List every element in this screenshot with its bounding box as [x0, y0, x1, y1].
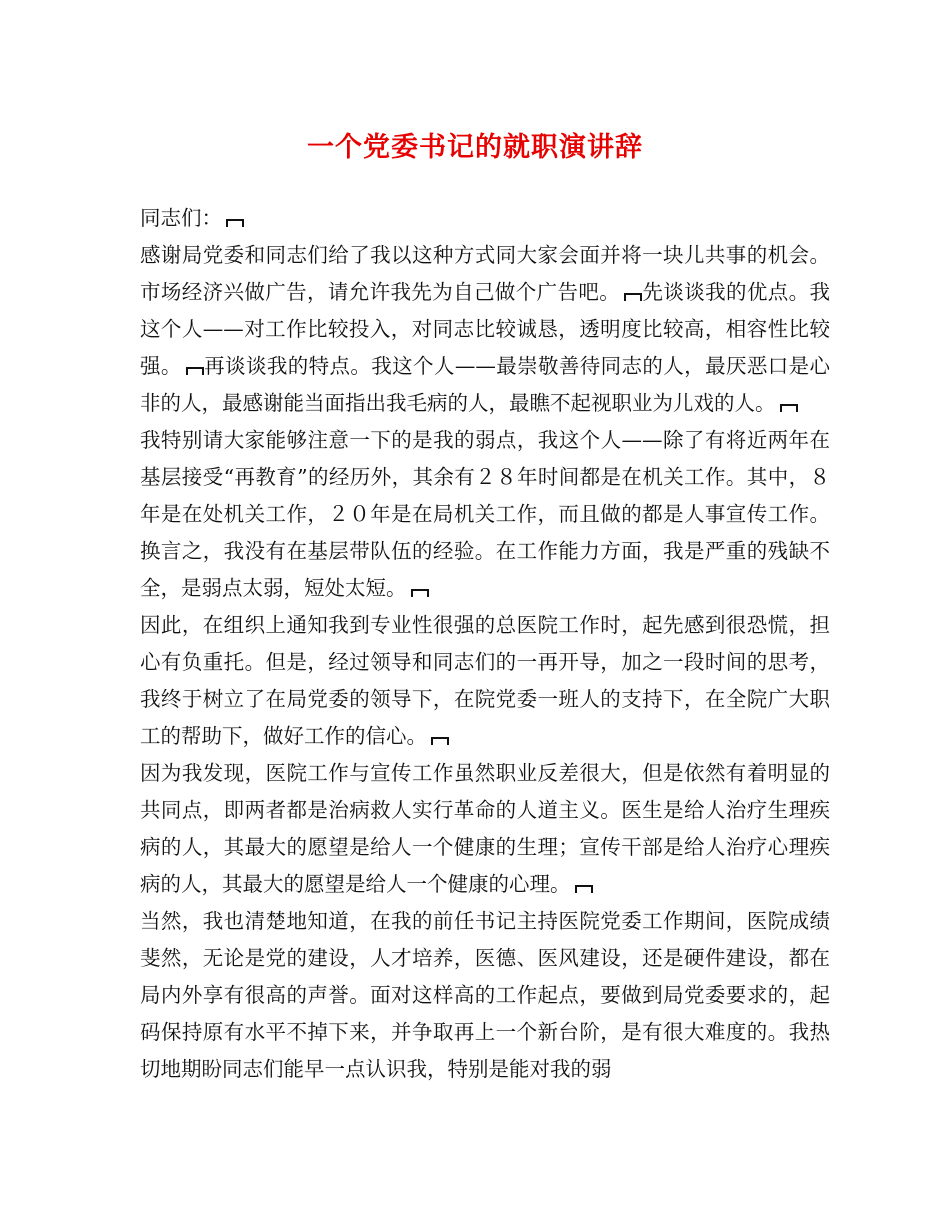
paragraph-text: 感谢局党委和同志们给了我以这种方式同大家会面并将一块儿共事的机会。市场经济兴做广告，请允许我先为自己做个广告吧。: [140, 243, 830, 304]
paragraph-mark-icon: [411, 589, 429, 597]
paragraph-mark-icon: [431, 737, 449, 745]
paragraph-mark-icon: [186, 367, 204, 375]
document-body: [140, 200, 830, 1088]
paragraph: [140, 237, 830, 422]
paragraph-mark-icon: [780, 404, 798, 412]
paragraph-mark-icon: [624, 293, 642, 301]
paragraph-text: 当然，我也清楚地知道，在我的前任书记主持医院党委工作期间，医院成绩斐然，无论是党的建设，人才培养，医德、医风建设，还是硬件建设，都在局内外享有很高的声誉。面对这样高的工作起点，要做到局党委要求的，起码保持原有水平不掉下来，并争取再上一个新台阶，是有很大难度的。我热切地期盼同志们能早一点认识我，特别是能对我的弱: [140, 909, 830, 1081]
paragraph-mark-icon: [575, 885, 593, 893]
document-title: 一个党委书记的就职演讲辞: [307, 132, 643, 163]
paragraph: [140, 607, 830, 755]
paragraph: [140, 200, 830, 237]
paragraph-text: 先谈谈我的优点。我这个人——对工作比较投入，对同志比较诚恳，透明度比较高，相容性比较强。: [140, 280, 830, 378]
paragraph-text: 同志们：: [140, 206, 222, 230]
paragraph: [140, 903, 830, 1088]
paragraph: [140, 755, 830, 903]
paragraph-mark-icon: [226, 219, 244, 227]
paragraph-text: 再谈谈我的特点。我这个人——最崇敬善待同志的人，最厌恶口是心非的人，最感谢能当面指出我毛病的人，最瞧不起视职业为儿戏的人。: [140, 354, 831, 415]
paragraph: [140, 422, 830, 607]
paragraph-text: 因为我发现，医院工作与宣传工作虽然职业反差很大，但是依然有着明显的共同点，即两者都是治病救人实行革命的人道主义。医生是给人治疗生理疾病的人，其最大的愿望是给人一个健康的生理；宣传干部是给人治疗心理疾病的人，其最大的愿望是给人一个健康的心理。: [140, 761, 830, 896]
paragraph-text: 我特别请大家能够注意一下的是我的弱点，我这个人——除了有将近两年在基层接受“再教育”的经历外，其余有２８年时间都是在机关工作。其中，８年是在处机关工作，２０年是在局机关工作，而且做的都是人事宣传工作。换言之，我没有在基层带队伍的经验。在工作能力方面，我是严重的残缺不全，是弱点太弱，短处太短。: [140, 428, 830, 600]
paragraph-text: 因此，在组织上通知我到专业性很强的总医院工作时，起先感到很恐慌，担心有负重托。但是，经过领导和同志们的一再开导，加之一段时间的思考，我终于树立了在局党委的领导下，在院党委一班人的支持下，在全院广大职工的帮助下，做好工作的信心。: [140, 613, 830, 748]
